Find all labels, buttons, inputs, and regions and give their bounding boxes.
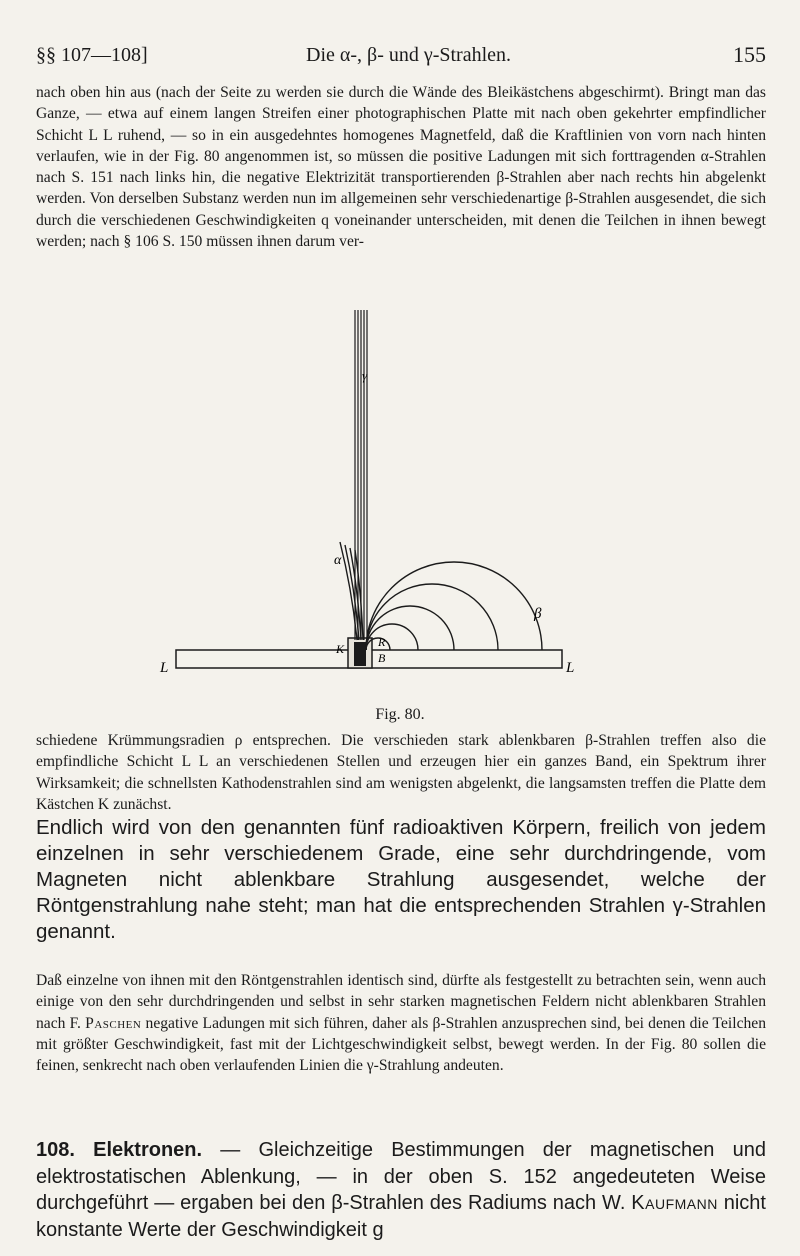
beta-rays xyxy=(366,562,542,650)
section-reference: §§ 107—108] xyxy=(36,44,148,66)
alpha-label: α xyxy=(334,553,342,568)
label-R: R xyxy=(378,635,386,649)
radiation-diagram xyxy=(0,310,800,710)
beta-label: β xyxy=(534,606,542,622)
section-108-text-cont: nicht konstante Werte der Geschwindigkeit g xyxy=(36,1192,766,1241)
figure-caption: Fig. 80. xyxy=(375,706,425,723)
section-108-text: — Gleichzeitige Bestimmungen der magnetischen und elektrostatischen Ablenkung, — in der oben S. 152 angedeuteten Weise durchgeführt — ergaben bei den β-Strahlen des Radiums nach W. xyxy=(36,1139,766,1214)
section-number: 108. xyxy=(36,1139,75,1161)
paragraph-3 xyxy=(36,970,766,1076)
plate-label-right: L xyxy=(566,660,575,676)
alpha-rays xyxy=(340,542,363,640)
running-header xyxy=(36,40,766,70)
radium-source xyxy=(354,642,366,666)
emphasis-paragraph: Endlich wird von den genannten fünf radioaktiven Körpern, freilich von jedem einzelnen in sehr verschiedenem Grade, eine sehr durchdringende, vom Magneten nicht ablenkbare Strahlung ausgesendet, welche der Röntgenstrahlung nahe steht; man hat die entsprechenden Strahlen γ-Strahlen genannt. xyxy=(36,816,766,943)
section-108 xyxy=(36,1137,766,1243)
figure-80 xyxy=(0,310,800,730)
paragraph-1: nach oben hin aus (nach der Seite zu werden sie durch die Wände des Bleikästchens abgeschirmt). Bringt man das Ganze, — etwa auf einem langen Streifen einer photographischen Platte mit nach oben gekehrter empfindlicher Schicht L L ruhend, — so in ein ausgedehntes homogenes Magnetfeld, daß die Kraftlinien von vorn nach hinten verlaufen, wie in der Fig. 80 angenommen ist, so müssen die positive Ladungen mit sich forttragenden α-Strahlen nach S. 151 nach links hin, die negative Elektrizität transportierenden β-Strahlen aber nach rechts hin abgelenkt werden. Von derselben Substanz werden nun im allgemeinen sehr verschiedenartige β-Strahlen ausgesendet, die sich durch die verschiedenen Geschwindigkeiten q voneinander unterscheiden, mit denen die Teilchen in ihnen bewegt werden; nach § 106 S. 150 müssen ihnen darum ver- xyxy=(36,84,766,251)
label-B: B xyxy=(378,651,386,665)
author-name-kaufmann: Kaufmann xyxy=(631,1192,718,1214)
box-label-K: K xyxy=(336,642,345,656)
paragraph-3-text-cont: negative Ladungen mit sich führen, daher als β-Strahlen anzusprechen sind, bei denen die Teilchen mit größter Geschwindigkeit, fast mit der Lichtgeschwindigkeit selbst, bewegt werden. In der Fig. 80 sollen die feinen, senkrecht nach oben verlaufenden Linien die γ-Strahlung andeuten. xyxy=(36,1014,767,1075)
section-heading: Elektronen. xyxy=(93,1139,203,1161)
plate-label-left: L xyxy=(160,660,169,676)
paragraph-2: schiedene Krümmungsradien ρ entsprechen. Die verschieden stark ablenkbaren β-Strahlen treffen also die empfindliche Schicht L L an verschiedenen Stellen und erzeugen hier ein ganzes Band, ein Spektrum ihrer Wirksamkeit; die schnellsten Kathodenstrahlen sind am wenigsten abgelenkt, die langsamsten treffen die Platte dem Kästchen K zunächst. xyxy=(36,732,766,813)
paragraph-3-text: Daß einzelne von ihnen mit den Röntgenstrahlen identisch sind, dürfte als festgestellt zu betrachten sein, wenn auch einige von den sehr durchdringenden und selbst in sehr starken magnetischen Feldern nicht ablenkbaren Strahlen nach F. xyxy=(36,972,766,1032)
author-name-paschen: Paschen xyxy=(85,1014,142,1032)
gamma-label: γ xyxy=(362,368,368,383)
page-number: 155 xyxy=(733,42,766,67)
running-title: Die α-, β- und γ-Strahlen. xyxy=(306,44,511,66)
